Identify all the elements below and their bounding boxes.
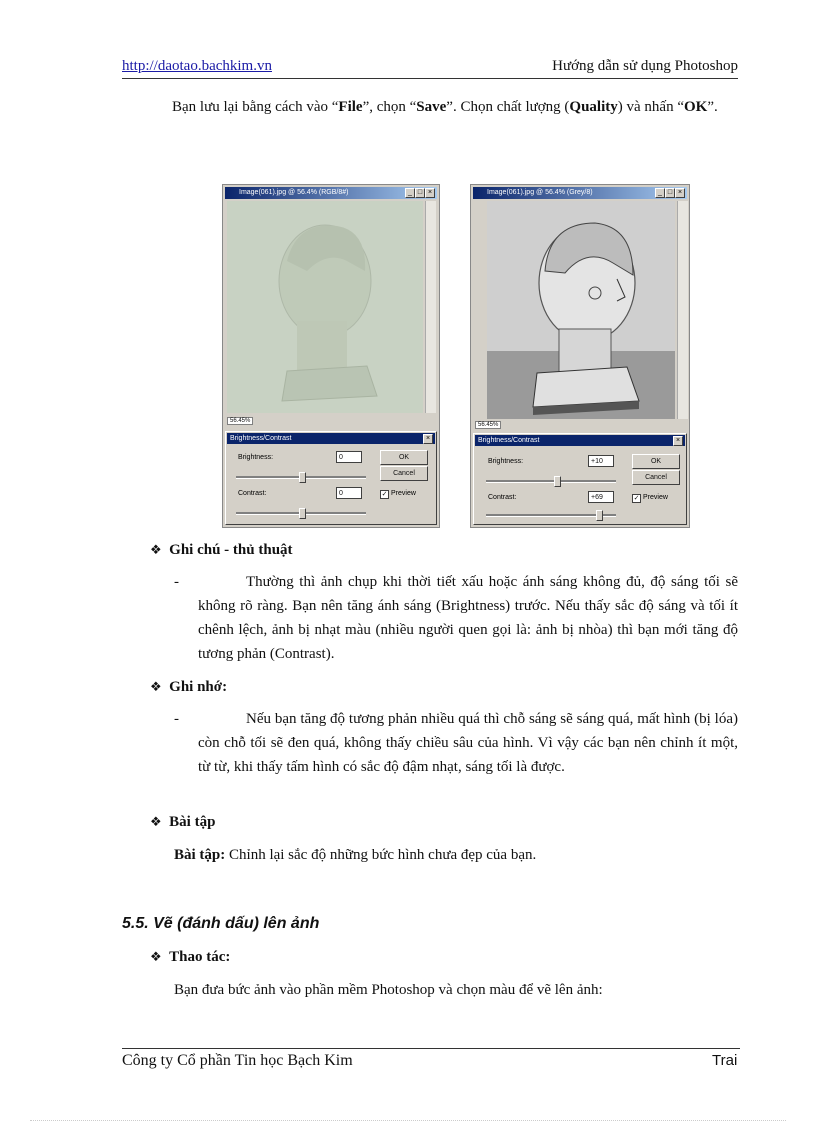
footer-page: Trai (712, 1052, 738, 1069)
tips-heading-text: Ghi chú - thủ thuật (169, 542, 293, 558)
tips-paragraph: Thường thì ảnh chụp khi thời tiết xấu hoặc ánh sáng không đủ, độ sáng tối sẽ không rõ ràng. Bạn nên tăng ánh sáng (Brightness) trước. Nếu thấy sắc độ sáng và tối ít chênh lệch, ảnh bị nhạt màu (nhiều người quen gọi là: ảnh bị nhòa) thì bạn mới tăng độ tương phản (Contrast). (198, 574, 738, 662)
brightness-label: Brightness: (238, 454, 274, 461)
maximize-icon[interactable]: □ (665, 188, 675, 198)
window-titlebar: Image(061).jpg @ 56.4% (RGB/8#) (225, 187, 437, 199)
page-border-dotted (30, 1120, 786, 1121)
intro-paragraph (122, 95, 738, 119)
exercise-text: Chỉnh lại sắc độ những bức hình chưa đẹp của bạn. (225, 847, 537, 863)
note-heading (150, 675, 227, 699)
preview-label: Preview (391, 490, 416, 497)
preview-checkbox[interactable]: ✓ (381, 490, 388, 498)
brightness-dialog (225, 431, 437, 525)
section-title: 5.5. Vẽ (đánh dấu) lên ảnh (122, 915, 320, 932)
tips-dash: - (174, 574, 179, 590)
diamond-bullet-icon: ❖ (150, 542, 162, 557)
cancel-button[interactable]: Cancel (632, 470, 680, 485)
photoshop-window-after (470, 184, 690, 528)
exercise-heading (150, 810, 215, 834)
dialog-close-icon[interactable]: × (673, 436, 683, 446)
minimize-icon[interactable]: _ (655, 188, 665, 198)
intro-text-5: ”. (707, 99, 718, 115)
zoom-readout: 56.45% (475, 421, 501, 429)
ok-button[interactable]: OK (632, 454, 680, 469)
intro-text-2: ”, chọn “ (362, 99, 417, 115)
diamond-bullet-icon: ❖ (150, 814, 162, 829)
operation-text: Bạn đưa bức ảnh vào phần mềm Photoshop và chọn màu để vẽ lên ảnh: (174, 982, 603, 998)
dialog-close-icon[interactable]: × (423, 434, 433, 444)
note-dash: - (174, 711, 179, 727)
intro-quality: Quality (569, 99, 618, 115)
intro-text-4: ) và nhấn “ (617, 99, 684, 115)
contrast-slider-thumb[interactable] (299, 508, 306, 519)
preview-checkbox[interactable]: ✓ (633, 494, 640, 502)
brightness-slider-thumb[interactable] (554, 476, 561, 487)
exercise-label: Bài tập: (174, 847, 226, 863)
contrast-field[interactable]: 0 (336, 487, 362, 499)
exercise-heading-text: Bài tập (169, 814, 216, 830)
brightness-slider-thumb[interactable] (299, 472, 306, 483)
footer-company: Công ty Cổ phần Tin học Bạch Kim (122, 1052, 353, 1069)
note-heading-text: Ghi nhớ: (169, 679, 228, 695)
header-link[interactable]: http://daotao.bachkim.vn (122, 58, 272, 74)
operation-heading-text: Thao tác: (169, 949, 231, 965)
intro-file: File (338, 99, 363, 115)
maximize-icon[interactable]: □ (415, 188, 425, 198)
exercise-line (174, 843, 536, 867)
brightness-field[interactable]: +10 (588, 455, 614, 467)
scrollbar-vertical[interactable] (425, 201, 436, 413)
intro-text-1: Bạn lưu lại bằng cách vào “ (172, 99, 339, 115)
window-titlebar: Image(061).jpg @ 56.4% (Grey/8) (473, 187, 687, 199)
operation-heading (150, 945, 230, 969)
bust-photo-before (227, 201, 423, 413)
note-paragraph: Nếu bạn tăng độ tương phản nhiều quá thì chỗ sáng sẽ sáng quá, mất hình (bị lóa) còn chỗ tối sẽ đen quá, không thấy chiều sâu của hình. Vì vậy các bạn nên chỉnh ít một, từ từ, khi thấy tấm hình có sắc độ đậm nhạt, sáng tối là được. (198, 711, 738, 775)
brightness-label: Brightness: (488, 458, 524, 465)
preview-label: Preview (643, 494, 668, 501)
dialog-titlebar: Brightness/Contrast (475, 435, 685, 446)
intro-text-3: ”. Chọn chất lượng ( (446, 99, 570, 115)
bust-photo-after (487, 201, 675, 419)
scrollbar-vertical[interactable] (677, 201, 688, 419)
ok-button[interactable]: OK (380, 450, 428, 465)
tips-heading (150, 538, 293, 562)
header-rule (122, 78, 738, 79)
brightness-field[interactable]: 0 (336, 451, 362, 463)
cancel-button[interactable]: Cancel (380, 466, 428, 481)
minimize-icon[interactable]: _ (405, 188, 415, 198)
header-title: Hướng dẫn sử dụng Photoshop (552, 58, 738, 74)
contrast-slider-thumb[interactable] (596, 510, 603, 521)
diamond-bullet-icon: ❖ (150, 679, 162, 694)
contrast-field[interactable]: +69 (588, 491, 614, 503)
intro-save: Save (416, 99, 447, 115)
dialog-titlebar: Brightness/Contrast (227, 433, 435, 444)
close-icon[interactable]: × (425, 188, 435, 198)
brightness-slider[interactable] (486, 480, 616, 483)
photoshop-window-before (222, 184, 440, 528)
diamond-bullet-icon: ❖ (150, 949, 162, 964)
intro-ok: OK (683, 99, 708, 115)
contrast-label: Contrast: (488, 494, 517, 501)
footer-rule (122, 1048, 740, 1049)
zoom-readout: 56.45% (227, 417, 253, 425)
close-icon[interactable]: × (675, 188, 685, 198)
contrast-label: Contrast: (238, 490, 267, 497)
brightness-dialog (473, 433, 687, 525)
